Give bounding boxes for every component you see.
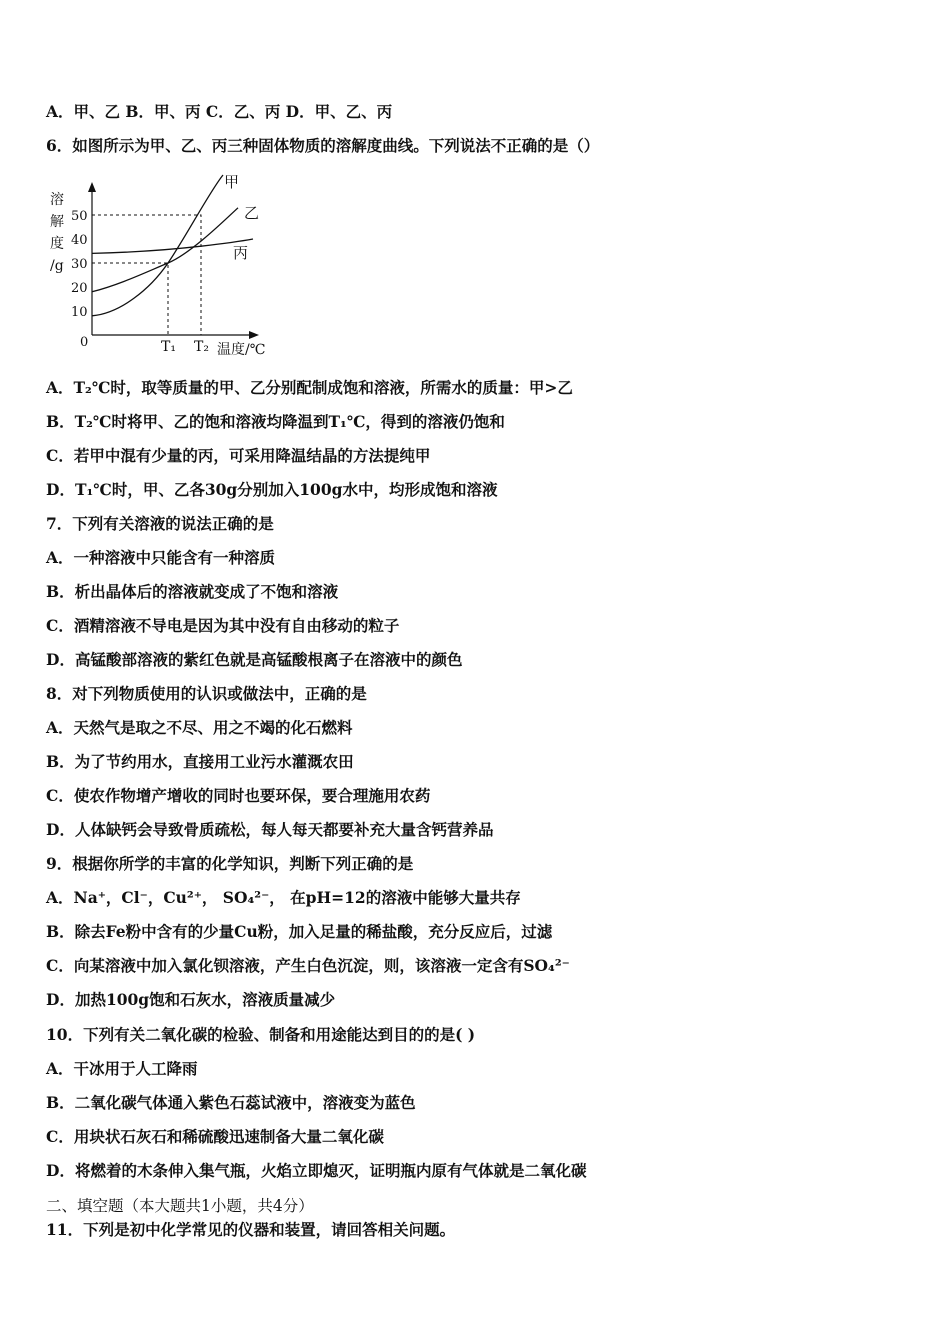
x-axis-arrow — [249, 331, 259, 339]
q6-stem: 6．如图所示为甲、乙、丙三种固体物质的溶解度曲线。下列说法不正确的是（） — [46, 136, 600, 155]
q9-option-c: C．向某溶液中加入氯化钡溶液，产生白色沉淀，则，该溶液一定含有SO₄²⁻ — [46, 956, 570, 975]
q7-option-b: B．析出晶体后的溶液就变成了不饱和溶液 — [46, 582, 339, 601]
q5-options: A．甲、乙 B．甲、丙 C．乙、丙 D．甲、乙、丙 — [46, 102, 393, 121]
q8-option-a: A．天然气是取之不尽、用之不竭的化石燃料 — [46, 718, 353, 737]
y-axis-label-char: /g — [50, 258, 64, 274]
q9-option-a: A．Na⁺，Cl⁻，Cu²⁺， SO₄²⁻， 在pH=12的溶液中能够大量共存 — [46, 888, 521, 907]
x-tick-label: T₁ — [161, 339, 176, 355]
guide-30 — [92, 263, 168, 335]
series-line — [92, 239, 253, 253]
q10-option-c: C．用块状石灰石和稀硫酸迅速制备大量二氧化碳 — [46, 1127, 384, 1146]
q6-option-b: B．T₂℃时将甲、乙的饱和溶液均降温到T₁℃，得到的溶液仍饱和 — [46, 412, 505, 431]
y-axis-label-char: 解 — [50, 214, 64, 230]
q6-option-a: A．T₂℃时，取等质量的甲、乙分别配制成饱和溶液，所需水的质量：甲>乙 — [46, 378, 573, 397]
origin-label: 0 — [80, 335, 89, 350]
q8-option-b: B．为了节约用水，直接用工业污水灌溉农田 — [46, 752, 354, 771]
series-label: 丙 — [233, 244, 249, 262]
y-axis-label-char: 度 — [50, 236, 64, 252]
q10-option-a: A．干冰用于人工降雨 — [46, 1059, 198, 1078]
y-tick-label: 30 — [71, 257, 88, 272]
series-label: 甲 — [224, 173, 240, 191]
q9-option-b: B．除去Fe粉中含有的少量Cu粉，加入足量的稀盐酸，充分反应后，过滤 — [46, 922, 553, 941]
q8-option-c: C．使农作物增产增收的同时也要环保，要合理施用农药 — [46, 786, 431, 805]
y-tick-label: 40 — [71, 233, 88, 248]
y-tick-label: 20 — [71, 281, 88, 296]
q10-option-b: B．二氧化碳气体通入紫色石蕊试液中，溶液变为蓝色 — [46, 1093, 416, 1112]
q9-stem: 9．根据你所学的丰富的化学知识，判断下列正确的是 — [46, 854, 414, 873]
y-axis-label — [50, 191, 64, 274]
q8-stem: 8．对下列物质使用的认识或做法中，正确的是 — [46, 684, 367, 703]
y-axis-arrow — [88, 182, 96, 192]
y-tick-label: 10 — [71, 305, 88, 320]
series-label: 乙 — [244, 204, 260, 222]
q11-stem: 11．下列是初中化学常见的仪器和装置，请回答相关问题。 — [46, 1220, 456, 1239]
x-axis-label: 温度/℃ — [217, 342, 266, 358]
q7-stem: 7．下列有关溶液的说法正确的是 — [46, 514, 274, 533]
y-axis-label-char: 溶 — [50, 192, 64, 208]
q7-option-d: D．高锰酸部溶液的紫红色就是高锰酸根离子在溶液中的颜色 — [46, 650, 463, 669]
q6-option-d: D．T₁℃时，甲、乙各30g分别加入100g水中，均形成饱和溶液 — [46, 480, 498, 499]
q9-option-d: D．加热100g饱和石灰水，溶液质量减少 — [46, 990, 336, 1009]
y-tick-label: 50 — [71, 209, 88, 224]
solubility-chart — [40, 170, 280, 365]
guide-50 — [92, 215, 201, 335]
q6-option-c: C．若甲中混有少量的丙，可采用降温结晶的方法提纯甲 — [46, 446, 431, 465]
q8-option-d: D．人体缺钙会导致骨质疏松，每人每天都要补充大量含钙营养品 — [46, 820, 494, 839]
x-tick-label: T₂ — [194, 339, 209, 355]
q10-stem: 10．下列有关二氧化碳的检验、制备和用途能达到目的的是( ) — [46, 1025, 476, 1044]
q7-option-c: C．酒精溶液不导电是因为其中没有自由移动的粒子 — [46, 616, 400, 635]
q7-option-a: A．一种溶液中只能含有一种溶质 — [46, 548, 276, 567]
q10-option-d: D．将燃着的木条伸入集气瓶，火焰立即熄灭，证明瓶内原有气体就是二氧化碳 — [46, 1161, 587, 1180]
section-heading: 二、填空题（本大题共1小题，共4分） — [46, 1197, 314, 1215]
